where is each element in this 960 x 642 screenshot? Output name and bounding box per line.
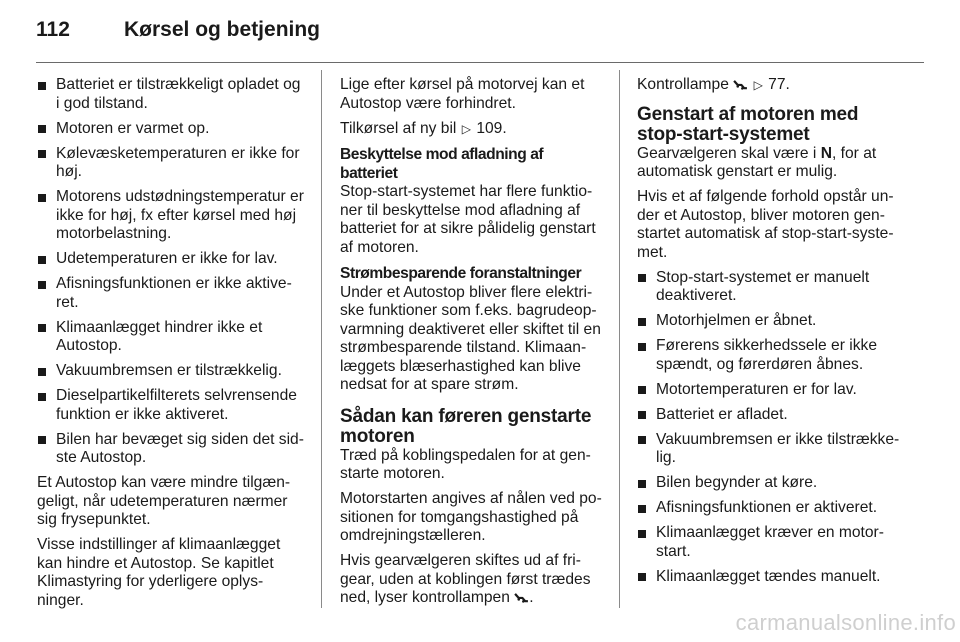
- paragraph: Et Autostop kan være mindre tilgæn-geligt, når udetemperaturen nærmer sig frysepunktet.: [37, 474, 291, 528]
- list-item: Kølevæsketemperaturen er ikke for høj.: [37, 145, 307, 182]
- restart-conditions-list: [637, 269, 901, 587]
- paragraph: Stop-start-systemet har flere funktio-ner til beskyttelse mod afladning af batteriet for at sikre pålidelig genstart af motoren.: [340, 183, 596, 256]
- column-divider-2: [619, 70, 620, 608]
- paragraph-text: Tilkørsel af ny bil: [340, 119, 457, 137]
- list-item: Motoren er varmet op.: [37, 120, 307, 139]
- list-item: Batteriet er afladet.: [637, 406, 901, 425]
- list-item: Motortemperaturen er for lav.: [637, 381, 901, 400]
- list-item: Batteriet er tilstrækkeligt opladet og i god tilstand.: [37, 76, 307, 113]
- gear-position-n: N: [820, 144, 833, 162]
- list-item: Motorhjelmen er åbnet.: [637, 312, 901, 331]
- list-item: Klimaanlægget kræver en motor-start.: [637, 524, 901, 561]
- column-3: [637, 76, 901, 593]
- paragraph-text: Kontrollampe: [637, 76, 729, 93]
- list-item: Afisningsfunktionen er aktiveret.: [637, 499, 901, 518]
- list-item: Bilen har bevæget sig siden det sid-ste Autostop.: [37, 431, 307, 468]
- paragraph: Under et Autostop bliver flere elektri-ske funktioner som f.eks. bagrudeop-varmning deaktiveret eller skiftet til en strømbesparende tilstand. Klimaan-læggets blæserhastighed kan blive nedsat for at spare strøm.: [340, 283, 601, 393]
- list-item: Klimaanlægget hindrer ikke et Autostop.: [37, 319, 307, 356]
- chapter-title: Kørsel og betjening: [124, 18, 321, 41]
- header-rule: [36, 62, 924, 63]
- list-item: Stop-start-systemet er manuelt deaktiveret.: [637, 269, 901, 306]
- paragraph: [637, 76, 901, 95]
- watermark: carmanualsonline.info: [735, 610, 956, 635]
- paragraph-text: Hvis gearvælgeren skiftes ud af fri-gear, uden at koblingen først trædes ned, lyser kontrollampen: [340, 552, 591, 606]
- ref-triangle-icon: ▷: [461, 121, 471, 136]
- subheading: Strømbesparende foranstaltninger: [340, 265, 582, 282]
- list-item: Vakuumbremsen er tilstrækkelig.: [37, 362, 307, 381]
- list-item: Udetemperaturen er ikke for lav.: [37, 250, 307, 269]
- list-item: Motorens udstødningstemperatur er ikke for høj, fx efter kørsel med høj motorbelastning.: [37, 188, 307, 244]
- page-reference-link[interactable]: 77.: [768, 76, 790, 93]
- column-divider-1: [321, 70, 322, 608]
- ref-triangle-icon: ▷: [753, 78, 763, 92]
- paragraph: Lige efter kørsel på motorvej kan et Autostop være forhindret.: [340, 76, 585, 112]
- paragraph: [340, 120, 604, 139]
- section-heading: Genstart af motoren med stop-start-systemet: [637, 103, 859, 145]
- autostop-conditions-list: [37, 76, 307, 468]
- paragraph: Hvis et af følgende forhold opstår un-der et Autostop, bliver motoren gen-startet automatisk af stop-start-syste-met.: [637, 188, 894, 261]
- paragraph: Hvis gearvælgeren skiftes ud af fri-gear, uden at koblingen først trædes ned, lyser kontrollampen .: [340, 552, 591, 606]
- page-reference-link[interactable]: 109.: [476, 119, 507, 137]
- list-item: Dieselpartikelfilterets selvrensende funktion er ikke aktiveret.: [37, 387, 307, 424]
- list-item: Afisningsfunktionen er ikke aktive-ret.: [37, 275, 307, 312]
- autostop-lamp-icon: [733, 79, 748, 90]
- page-number: 112: [36, 18, 70, 41]
- paragraph: Træd på koblingspedalen for at gen-starte motoren.: [340, 446, 591, 482]
- list-item: Vakuumbremsen er ikke tilstrække-lig.: [637, 431, 901, 468]
- list-item: Bilen begynder at køre.: [637, 474, 901, 493]
- list-item: Klimaanlægget tændes manuelt.: [637, 568, 901, 587]
- subheading: Beskyttelse mod afladning af batteriet: [340, 146, 544, 182]
- paragraph: Gearvælgeren skal være i N, for at automatisk genstart er mulig.: [637, 144, 877, 180]
- autostop-lamp-icon: [514, 592, 529, 603]
- column-1: [37, 76, 307, 617]
- page-header: [36, 18, 320, 48]
- section-heading: Sådan kan føreren genstarte motoren: [340, 405, 592, 447]
- list-item: Førerens sikkerhedssele er ikke spændt, og førerdøren åbnes.: [637, 337, 901, 374]
- column-2: [340, 76, 604, 614]
- paragraph: Motorstarten angives af nålen ved po-sitionen for tomgangshastighed på omdrejningstælleren.: [340, 490, 602, 544]
- paragraph: Visse indstillinger af klimaanlægget kan hindre et Autostop. Se kapitlet Klimastyring for yderligere oplys-ninger.: [37, 536, 281, 609]
